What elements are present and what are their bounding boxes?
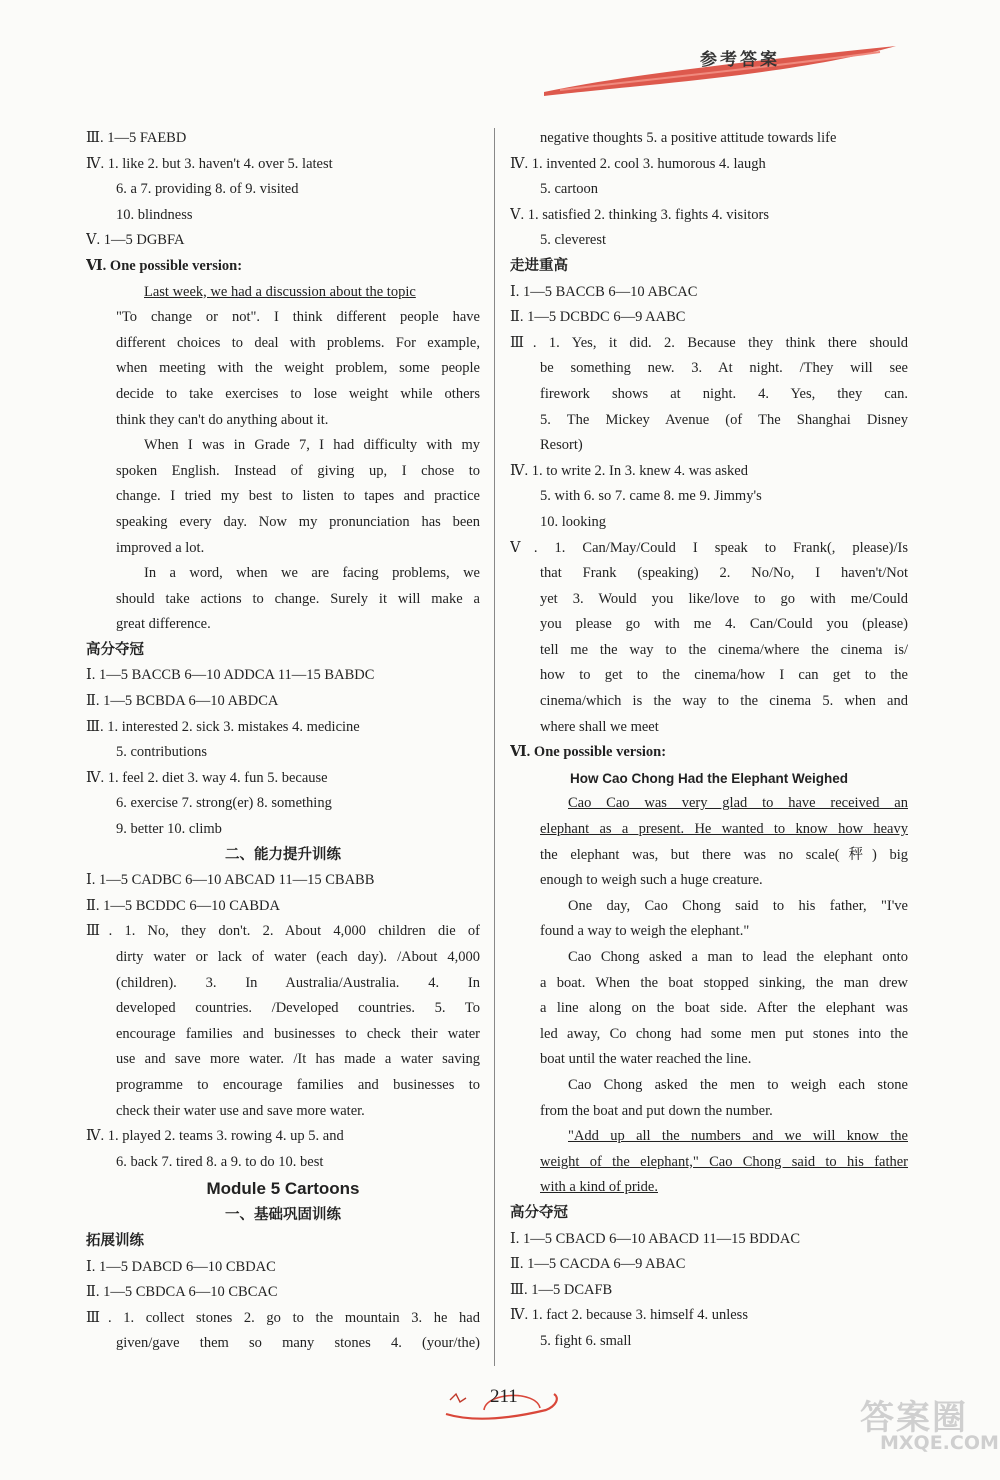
essay-line: should take actions to change. Surely it will make a (116, 590, 480, 607)
answer-line: given/gave them so many stones 4. (your/the) (116, 1335, 480, 1352)
answer-line: Ⅰ. 1—5 BACCB 6—10 ABCAC (510, 283, 698, 300)
answer-line: Ⅴ. 1. satisfied 2. thinking 3. fights 4. visitors (510, 206, 769, 223)
answer-line: cinema/which is the way to the cinema 5. when and (540, 693, 908, 710)
essay-line: Last week, we had a discussion about the topic (144, 283, 416, 300)
answer-line: tell me the way to the cinema/where the cinema is/ (540, 641, 908, 658)
essay-line: enough to weigh such a huge creature. (540, 872, 763, 889)
answer-line: use and save more water. /It has made a water saving (116, 1051, 480, 1068)
header-title: 参考答案 (700, 50, 780, 70)
essay-line-underlined: elephant as a present. He wanted to know how heavy (540, 821, 908, 838)
essay-line: when meeting with the weight problem, some people (116, 360, 480, 377)
essay-line: improved a lot. (116, 539, 205, 556)
essay-line (510, 817, 908, 843)
answer-line: Ⅱ. 1—5 CACDA 6—9 ABAC (510, 1256, 686, 1273)
answer-line: Ⅰ. 1—5 DABCD 6—10 CBDAC (86, 1258, 276, 1275)
answer-line: Ⅱ. 1—5 CBDCA 6—10 CBCAC (86, 1284, 278, 1301)
answer-line: Ⅰ. 1—5 BACCB 6—10 ADDCA 11—15 BABDC (86, 667, 375, 684)
answer-line: 5. with 6. so 7. came 8. me 9. Jimmy's (540, 488, 762, 505)
essay-line: from the boat and put down the number. (540, 1102, 773, 1119)
essay-line: One day, Cao Chong said to his father, "I've (568, 897, 908, 914)
answer-line: encourage families and businesses to check their water (116, 1025, 480, 1042)
answer-line: dirty water or lack of water (each day). /About 4,000 (116, 949, 480, 965)
essay-line: different choices to deal with problems. For example, (116, 334, 480, 351)
answer-line: Ⅲ. 1—5 FAEBD (86, 130, 187, 146)
answer-line: firework shows at night. 4. Yes, they can. (540, 385, 908, 402)
answer-line: 6. a 7. providing 8. of 9. visited (116, 181, 299, 198)
answer-line: Ⅲ. 1. Yes, it did. 2. Because they think there should (510, 334, 908, 351)
essay-line: speaking every day. Now my pronunciation has been (116, 513, 480, 530)
answer-line: Ⅱ. 1—5 BCDDC 6—10 CABDA (86, 897, 280, 914)
answer-line: negative thoughts 5. a positive attitude towards life (540, 130, 837, 146)
essay-line: the elephant was, but there was no scale(秤) big (540, 846, 908, 863)
section-heading: 高分夺冠 (510, 1204, 568, 1221)
answer-line: Ⅰ. 1—5 CADBC 6—10 ABCAD 11—15 CBABB (86, 872, 375, 889)
essay-line: led away, Co chong had some men put stones into the (540, 1025, 908, 1042)
column-divider (494, 128, 495, 1366)
answer-line: how to get to the cinema/how I can get to the (540, 667, 908, 684)
section-heading: 高分夺冠 (86, 641, 144, 658)
page-number: 211 (490, 1386, 518, 1407)
answer-line: 5. fight 6. small (540, 1332, 632, 1349)
answer-line: Ⅴ. 1. Can/May/Could I speak to Frank(, please)/Is (510, 539, 908, 556)
essay-line: "To change or not". I think different people have (116, 309, 480, 326)
answer-line: where shall we meet (540, 718, 659, 735)
essay-line: found a way to weigh the elephant." (540, 923, 750, 940)
answer-line: Resort) (540, 437, 583, 454)
answer-line: Ⅳ. 1. invented 2. cool 3. humorous 4. laugh (510, 155, 766, 172)
answer-line: Ⅲ. 1—5 DCAFB (510, 1281, 613, 1298)
answer-line: Ⅱ. 1—5 BCBDA 6—10 ABDCA (86, 693, 279, 710)
answer-line: be something new. 3. At night. /They will see (540, 360, 908, 377)
section-subheading: 一、基础巩固训练 (225, 1207, 341, 1224)
essay-line: Cao Cao was very glad to have received an (568, 795, 908, 812)
page-header (540, 40, 900, 100)
left-column (86, 126, 480, 1357)
answer-line: Ⅱ. 1—5 DCBDC 6—9 AABC (510, 309, 686, 326)
essay-line: a boat. When the boat stopped sinking, the man drew (540, 974, 908, 991)
answer-line: Ⅳ. 1. to write 2. In 3. knew 4. was asked (510, 462, 748, 479)
answer-line: programme to encourage families and businesses to (116, 1076, 480, 1093)
answer-line: 5. The Mickey Avenue (of The Shanghai Disney (540, 411, 908, 428)
answer-line: 10. looking (540, 513, 607, 530)
module-title: Module 5 Cartoons (206, 1179, 360, 1199)
answer-line: Ⅳ. 1. feel 2. diet 3. way 4. fun 5. because (86, 769, 328, 786)
essay-line: "Add up all the numbers and we will know the (568, 1128, 908, 1145)
essay-line: boat until the water reached the line. (540, 1051, 752, 1068)
essay-line: Cao Chong asked a man to lead the elephant onto (568, 949, 908, 965)
answer-line: (children). 3. In Australia/Australia. 4. In (116, 974, 480, 991)
essay-line: decide to take exercises to lose weight while others (116, 385, 480, 402)
answer-line: Ⅳ. 1. like 2. but 3. haven't 4. over 5. latest (86, 155, 333, 172)
essay-label: Ⅵ. One possible version: (86, 257, 243, 274)
essay-line: change. I tried my best to listen to tapes and practice (116, 488, 480, 505)
answer-line: Ⅲ. 1. interested 2. sick 3. mistakes 4. medicine (86, 718, 360, 735)
essay-line: a line along on the boat side. After the elephant was (540, 1000, 908, 1017)
essay-line: great difference. (116, 616, 211, 633)
answer-line: Ⅴ. 1—5 DGBFA (86, 232, 185, 249)
right-column (510, 126, 908, 1355)
essay-line: weight of the elephant," Cao Chong said to his father (540, 1153, 908, 1170)
answer-line: 10. blindness (116, 206, 193, 223)
answer-line: developed countries. /Developed countries. 5. To (116, 1000, 480, 1017)
essay-line: spoken English. Instead of giving up, I chose to (116, 462, 480, 479)
essay-line (510, 1175, 908, 1201)
section-heading: 拓展训练 (86, 1232, 144, 1249)
answer-line: Ⅲ. 1. No, they don't. 2. About 4,000 children die of (86, 923, 480, 940)
answer-line: yet 3. Would you like/love to go with me/Could (540, 590, 908, 607)
answer-line: 5. contributions (116, 744, 208, 761)
answer-line: 9. better 10. climb (116, 821, 222, 838)
essay-title: How Cao Chong Had the Elephant Weighed (569, 770, 848, 786)
section-heading: 走进重高 (510, 257, 568, 274)
answer-line: 5. cartoon (540, 181, 598, 198)
essay-label: Ⅵ. One possible version: (510, 744, 667, 761)
watermark-logo: 答案圈 (860, 1398, 968, 1438)
answer-line: Ⅰ. 1—5 CBACD 6—10 ABACD 11—15 BDDAC (510, 1230, 800, 1247)
essay-line: When I was in Grade 7, I had difficulty with my (144, 437, 480, 454)
answer-line: 6. back 7. tired 8. a 9. to do 10. best (116, 1153, 324, 1170)
section-subheading: 二、能力提升训练 (225, 846, 341, 863)
answer-line: Ⅳ. 1. fact 2. because 3. himself 4. unless (510, 1307, 748, 1324)
essay-line: think they can't do anything about it. (116, 411, 329, 428)
answer-line: Ⅲ. 1. collect stones 2. go to the mountain 3. he had (86, 1309, 480, 1326)
answer-line: 5. cleverest (540, 232, 607, 249)
answer-line: 6. exercise 7. strong(er) 8. something (116, 795, 332, 812)
answer-line: Ⅳ. 1. played 2. teams 3. rowing 4. up 5. and (86, 1128, 344, 1145)
essay-line: In a word, when we are facing problems, we (144, 565, 480, 582)
essay-line-underlined: with a kind of pride. (540, 1179, 658, 1196)
answer-line: you please go with me 4. Can/Could you (please) (540, 616, 908, 633)
answer-line: that Frank (speaking) 2. No/No, I haven't/Not (540, 565, 908, 582)
essay-line: Cao Chong asked the men to weigh each stone (568, 1076, 908, 1093)
answer-line: check their water use and save more water. (116, 1102, 365, 1119)
watermark-url: MXQE.COM (880, 1432, 999, 1454)
